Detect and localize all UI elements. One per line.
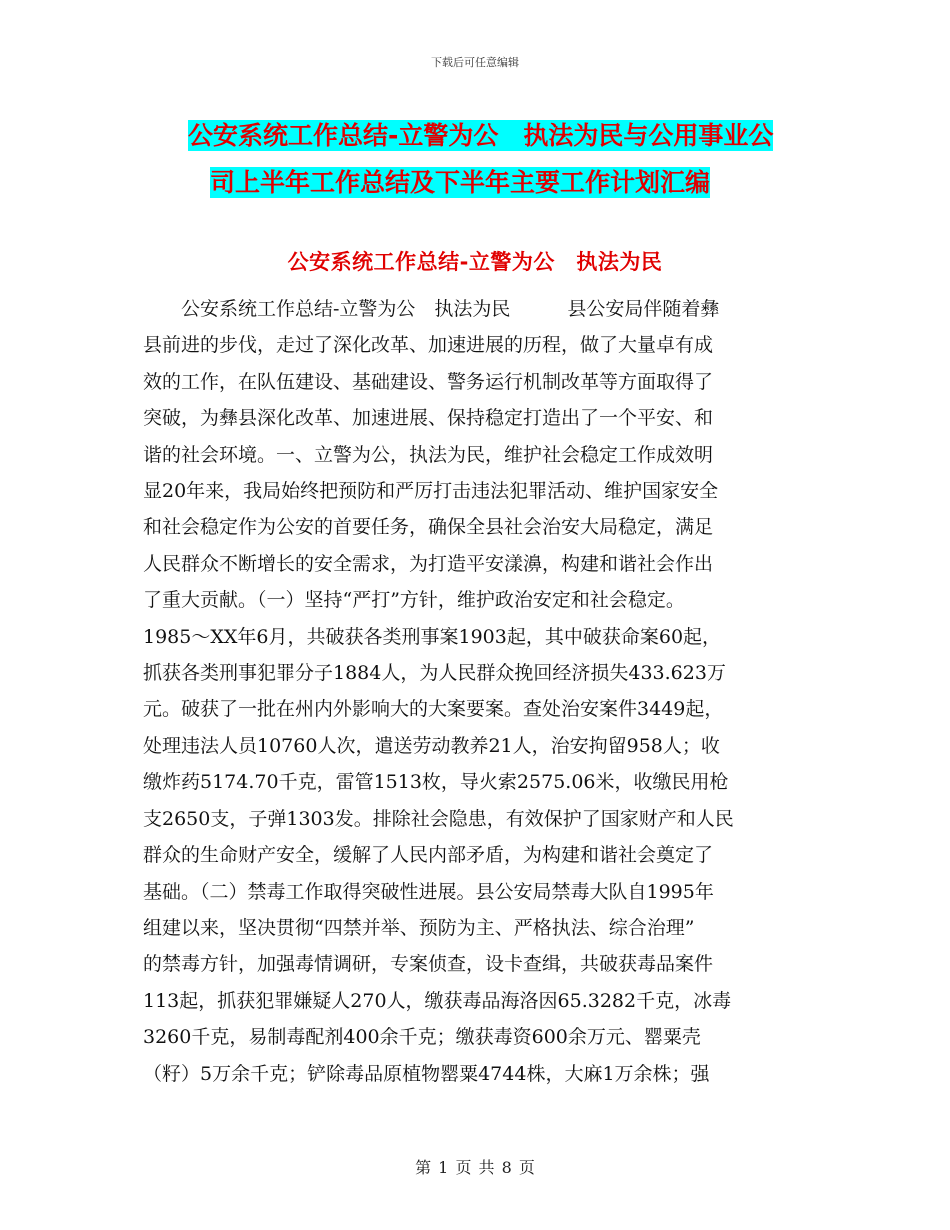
header-note: 下载后可任意编辑 (431, 56, 519, 69)
section-title: 公安系统工作总结-立警为公 执法为民 (287, 250, 663, 274)
body-line: 支2650支，子弹1303发。排除社会隐患，有效保护了国家财产和人民 (143, 807, 734, 830)
body-line: 和社会稳定作为公安的首要任务，确保全县社会治安大局稳定，满足 (143, 516, 714, 539)
body-text (143, 291, 808, 1092)
body-line: 县前进的步伐，走过了深化改革、加速进展的历程，做了大量卓有成 (143, 334, 714, 357)
page-number: 第 1 页 共 8 页 (415, 1158, 535, 1177)
body-line: 了重大贡献。（一）坚持“严打”方针，维护政治安定和社会稳定。 (143, 589, 685, 612)
body-line: 组建以来，坚决贯彻“四禁并举、预防为主、严格执法、综合治理” (143, 916, 695, 939)
body-line: 113起，抓获犯罪嫌疑人270人，缴获毒品海洛因65.3282千克，冰毒 (143, 989, 732, 1012)
document-title (188, 112, 828, 206)
title-line-2: 司上半年工作总结及下半年主要工作计划汇编 (210, 168, 711, 197)
body-line: 效的工作，在队伍建设、基础建设、警务运行机制改革等方面取得了 (143, 370, 714, 393)
body-line: 基础。（二）禁毒工作取得突破性进展。县公安局禁毒大队自1995年 (143, 880, 714, 903)
body-line: 抓获各类刑事犯罪分子1884人，为人民群众挽回经济损失433.623万 (143, 662, 726, 685)
body-line: 人民群众不断增长的安全需求，为打造平安漾濞，构建和谐社会作出 (143, 552, 714, 575)
body-line: 3260千克，易制毒配剂400余千克；缴获毒资600余万元、罂粟壳 (143, 1026, 701, 1049)
body-line: 元。破获了一批在州内外影响大的大案要案。查处治安案件3449起， (143, 698, 724, 721)
body-line: （籽）5万余千克；铲除毒品原植物罂粟4744株，大麻1万余株；强 (143, 1062, 710, 1085)
body-line: 公安系统工作总结-立警为公 执法为民 县公安局伴随着彝 (143, 298, 720, 320)
body-line: 缴炸药5174.70千克，雷管1513枚，导火索2575.06米，收缴民用枪 (143, 771, 729, 794)
body-line: 谐的社会环境。一、立警为公，执法为民，维护社会稳定工作成效明 (143, 443, 714, 466)
body-line: 显20年来，我局始终把预防和严厉打击违法犯罪活动、维护国家安全 (143, 480, 719, 503)
body-line: 处理违法人员10760人次，遣送劳动教养21人，治安拘留958人；收 (143, 734, 720, 757)
title-line-1: 公安系统工作总结-立警为公 执法为民与公用事业公 (188, 121, 774, 150)
body-line: 突破，为彝县深化改革、加速进展、保持稳定打造出了一个平安、和 (143, 407, 714, 430)
body-line: 的禁毒方针，加强毒情调研，专案侦查，设卡查缉，共破获毒品案件 (143, 953, 714, 976)
body-line: 群众的生命财产安全，缓解了人民内部矛盾，为构建和谐社会奠定了 (143, 844, 714, 867)
body-line: 1985～XX年6月，共破获各类刑事案1903起，其中破获命案60起， (143, 625, 722, 648)
